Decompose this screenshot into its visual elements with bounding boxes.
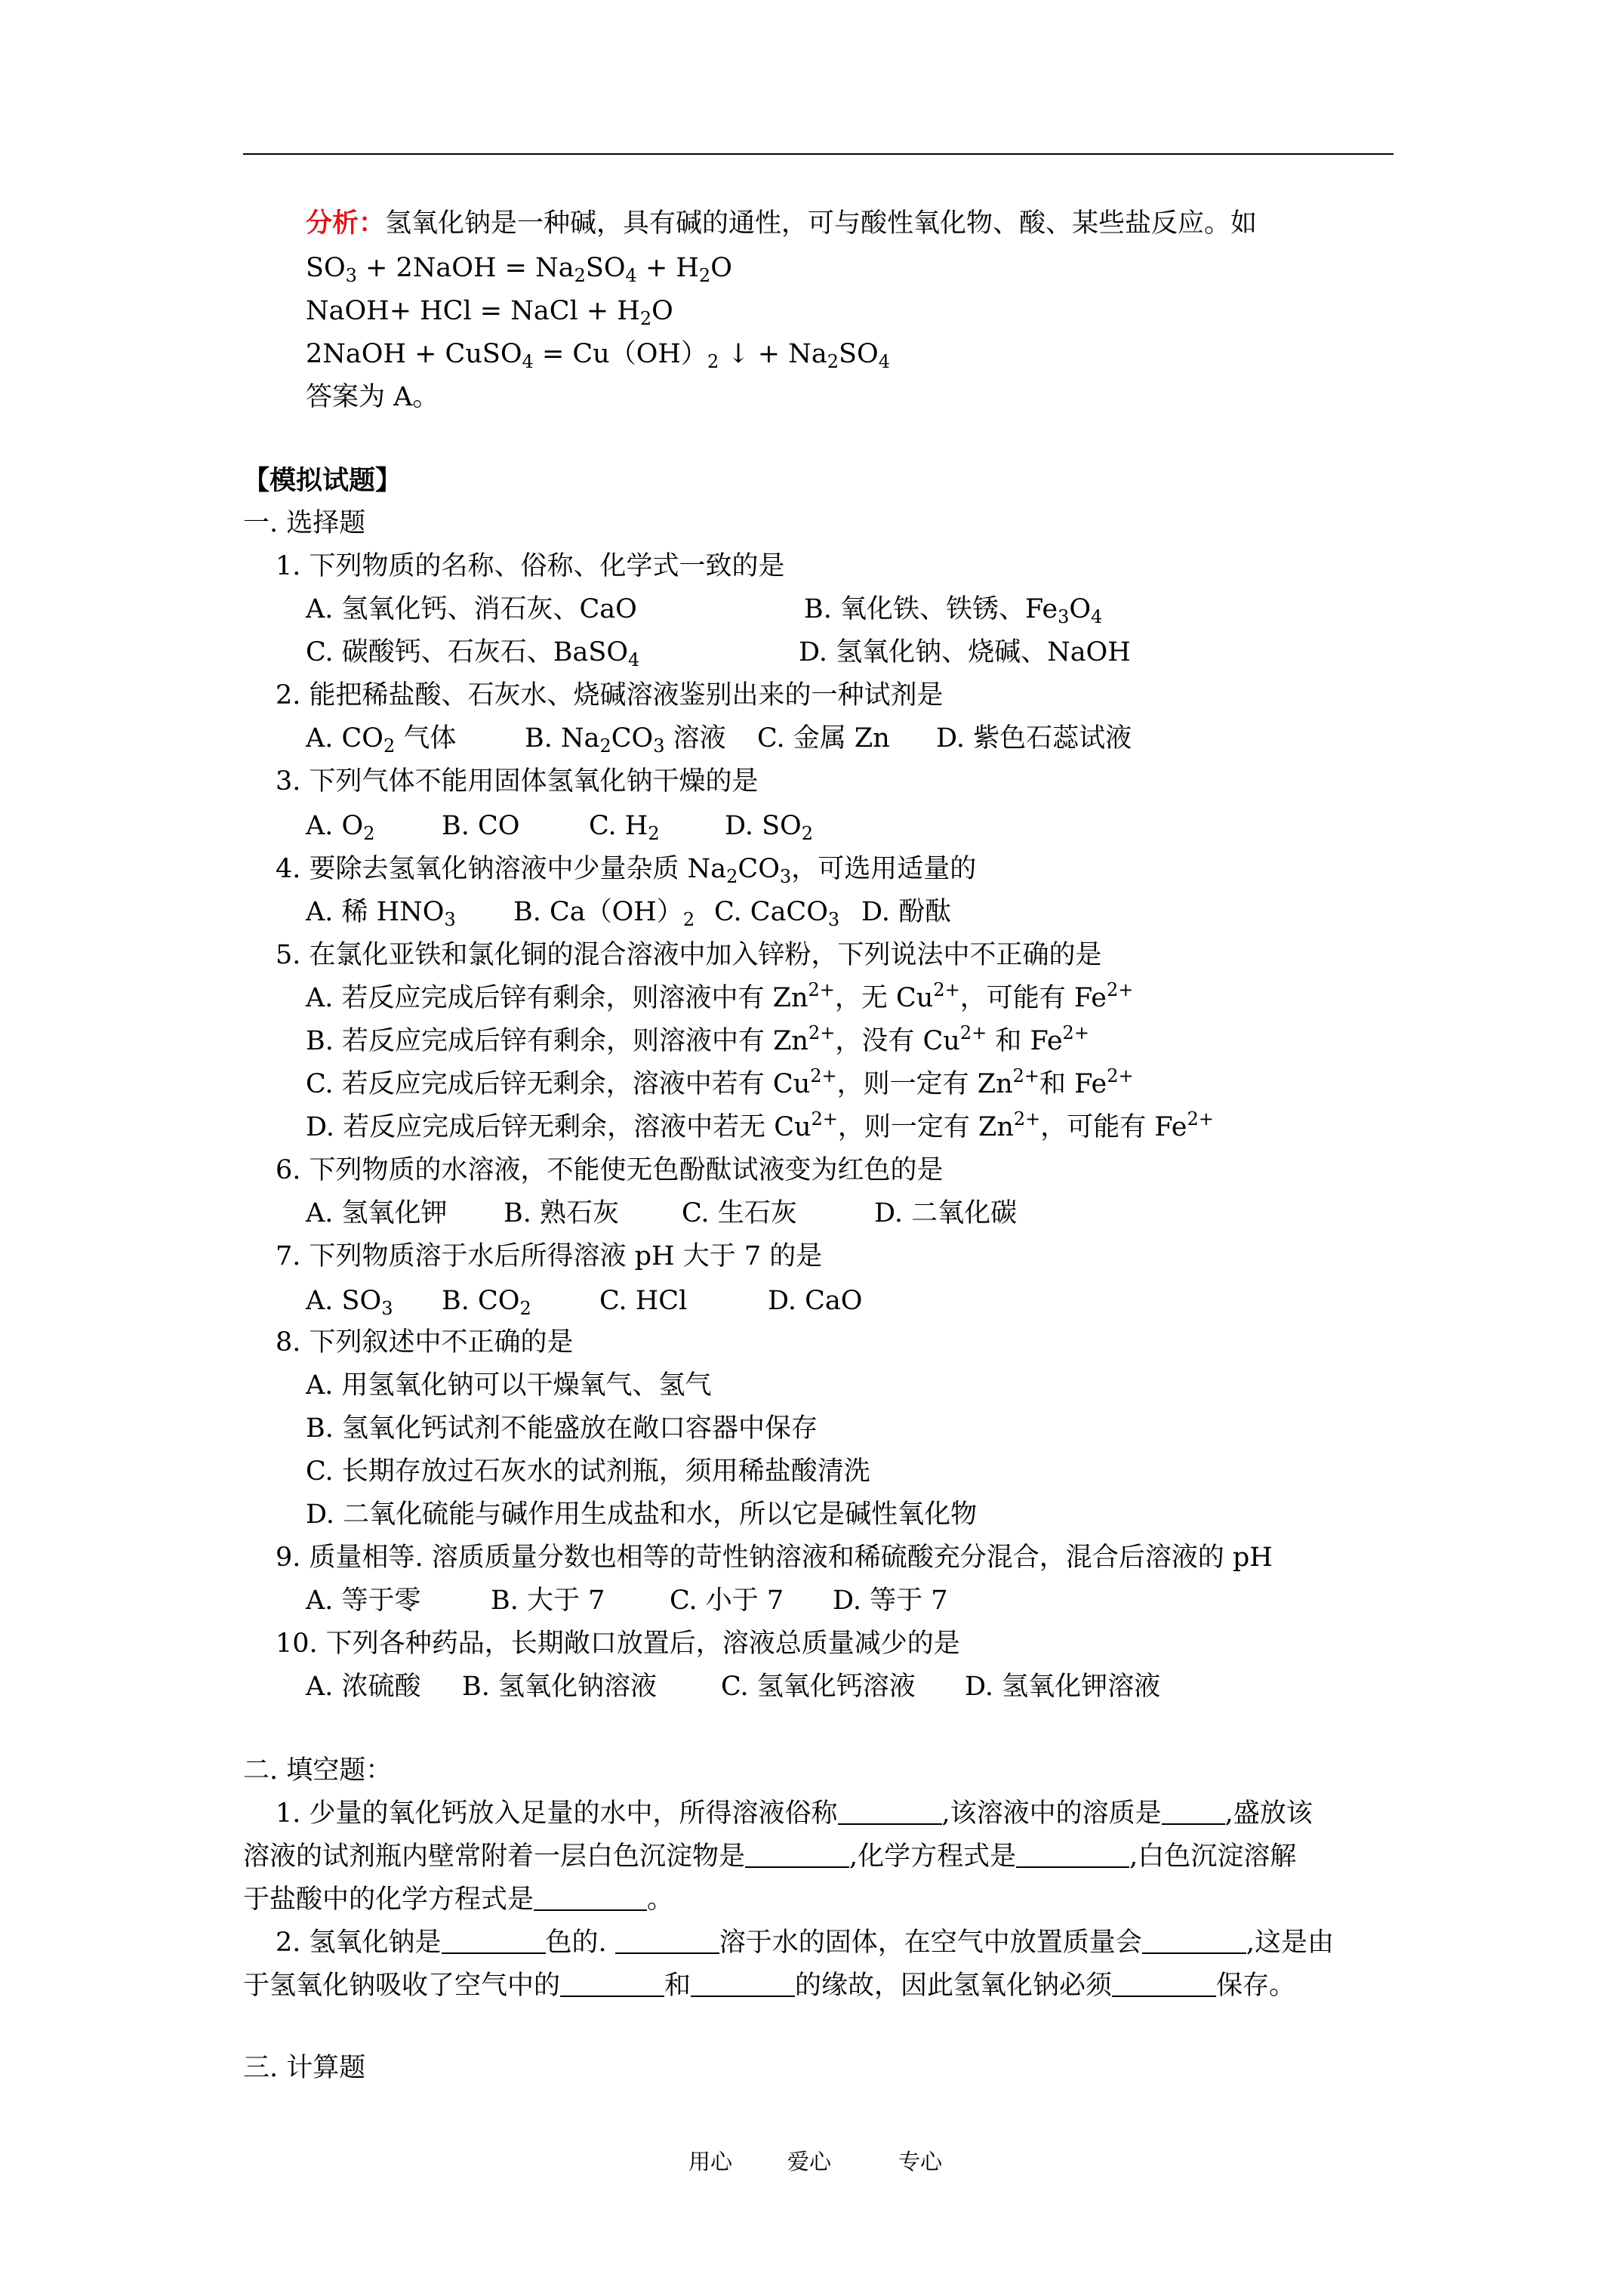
q1-option-a: A. 氢氧化钙、消石灰、CaO (306, 594, 637, 624)
q2-option-d: D. 紫色石蕊试液 (936, 723, 1132, 754)
equation-3: 2NaOH + CuSO$_4$ = $Cu(OH)_2$ ↓ + $Na_2SO_4$ (306, 339, 890, 372)
answer-blank[interactable] (1016, 1844, 1129, 1868)
q6-option-b: B. 熟石灰 (504, 1198, 619, 1228)
analysis-text: 氢氧化钠是一种碱，具有碱的通性，可与酸性氧化物、酸、某些盐反应。如 (385, 208, 1258, 239)
analysis-answer: 答案为 A。 (306, 382, 439, 412)
q7-option-d: D. CaO (768, 1286, 863, 1316)
q4-stem: 4. 要除去氢氧化钠溶液中少量杂质 $Na_2CO_3$，可选用适量的 (276, 854, 977, 887)
answer-blank[interactable] (838, 1801, 942, 1825)
q9-option-b: B. 大于 7 (491, 1586, 605, 1616)
q8-option-b: B. 氢氧化钙试剂不能盛放在敞口容器中保存 (306, 1413, 818, 1444)
q3-option-a: A. $O_2$ (306, 811, 375, 844)
footer-text-2: 爱心 (787, 2149, 832, 2174)
q6-option-c: C. 生石灰 (682, 1198, 797, 1228)
answer-blank[interactable] (745, 1844, 849, 1868)
analysis-label: 分析： (306, 208, 386, 239)
q7-option-c: C. HCl (599, 1286, 688, 1316)
q10-option-c: C. 氢氧化钙溶液 (721, 1672, 916, 1702)
answer-blank[interactable] (1142, 1930, 1246, 1954)
q5-option-b: B. 若反应完成后锌有剩余，则溶液中有 $Zn^{2+}$，没有 $Cu^{2+}$ 和 $Fe^{2+}$ (306, 1022, 1089, 1056)
q6-option-d: D. 二氧化碳 (874, 1198, 1018, 1228)
answer-blank[interactable] (615, 1930, 719, 1954)
q10-stem: 10. 下列各种药品，长期敞口放置后，溶液总质量减少的是 (276, 1629, 960, 1659)
q5-option-d: D. 若反应完成后锌无剩余，溶液中若无 $Cu^{2+}$，则一定有 $Zn^{2+}$，可能有 $Fe^{2+}$ (306, 1108, 1214, 1142)
q8-stem: 8. 下列叙述中不正确的是 (276, 1327, 574, 1358)
equation-1: $SO_3$ + 2NaOH = $Na_2SO_4 + H_2O$ (306, 253, 732, 286)
q3-option-d: D. $SO_2$ (725, 811, 814, 844)
fill-q1-line2: 溶液的试剂瓶内壁常附着一层白色沉淀物是 ,化学方程式是 ,白色沉淀溶解 (243, 1841, 1297, 1872)
fill-q1-line3: 于盐酸中的化学方程式是 。 (243, 1885, 674, 1915)
footer-text-3: 专心 (898, 2149, 943, 2174)
q9-option-d: D. 等于 7 (833, 1586, 948, 1616)
q4-option-a: A. 稀 $HNO_3$ (306, 897, 456, 930)
part1-title: 一. 选择题 (243, 508, 366, 538)
q8-option-d: D. 二氧化硫能与碱作用生成盐和水，所以它是碱性氧化物 (306, 1499, 978, 1530)
q5-option-c: C. 若反应完成后锌无剩余，溶液中若有 $Cu^{2+}$，则一定有 $Zn^{2+}$和 $Fe^{2+}$ (306, 1065, 1134, 1099)
q3-stem: 3. 下列气体不能用固体氢氧化钠干燥的是 (276, 766, 759, 797)
section-title: 【模拟试题】 (243, 465, 402, 496)
q5-stem: 5. 在氯化亚铁和氯化铜的混合溶液中加入锌粉，下列说法中不正确的是 (276, 940, 1102, 970)
q2-option-a: A. $CO_2$ 气体 (306, 723, 457, 757)
fill-q1-line1: 1. 少量的氧化钙放入足量的水中，所得溶液俗称 ,该溶液中的溶质是 ,盛放该 (276, 1798, 1313, 1829)
q5-option-a: A. 若反应完成后锌有剩余，则溶液中有 $Zn^{2+}$，无 $Cu^{2+}$，可能有 $Fe^{2+}$ (306, 979, 1134, 1013)
q9-stem: 9. 质量相等. 溶质质量分数也相等的苛性钠溶液和稀硫酸充分混合，混合后溶液的 pH (276, 1542, 1273, 1573)
q1-stem: 1. 下列物质的名称、俗称、化学式一致的是 (276, 551, 785, 581)
q9-option-c: C. 小于 7 (670, 1586, 784, 1616)
q6-stem: 6. 下列物质的水溶液，不能使无色酚酞试液变为红色的是 (276, 1155, 944, 1185)
q9-option-a: A. 等于零 (306, 1586, 421, 1616)
footer-text-1: 用心 (688, 2149, 733, 2174)
q7-option-a: A. $SO_3$ (306, 1286, 393, 1319)
part3-title: 三. 计算题 (243, 2053, 366, 2083)
q1-option-d: D. 氢氧化钠、烧碱、NaOH (799, 637, 1131, 667)
answer-blank[interactable] (1162, 1801, 1225, 1825)
q8-option-c: C. 长期存放过石灰水的试剂瓶，须用稀盐酸清洗 (306, 1456, 870, 1487)
header-rule (243, 153, 1394, 155)
q10-option-b: B. 氢氧化钠溶液 (462, 1672, 657, 1702)
q2-option-c: C. 金属 Zn (757, 723, 890, 754)
q8-option-a: A. 用氢氧化钠可以干燥氧气、氢气 (306, 1370, 712, 1401)
fill-q2-line1: 2. 氢氧化钠是 色的. 溶于水的固体，在空气中放置质量会 ,这是由 (276, 1928, 1334, 1958)
q10-option-a: A. 浓硫酸 (306, 1672, 421, 1702)
analysis-line (306, 206, 1257, 241)
answer-blank[interactable] (442, 1930, 546, 1954)
q1-option-b: B. 氧化铁、铁锈、$Fe_3O_4$ (804, 594, 1103, 627)
equation-2: NaOH+ HCl = NaCl + $H_2O$ (306, 296, 673, 329)
fill-q2-line2: 于氢氧化钠吸收了空气中的 和 的缘故，因此氢氧化钠必须 保存。 (243, 1971, 1296, 2001)
q3-option-b: B. CO (442, 811, 520, 841)
q3-option-c: C. $H_2$ (589, 811, 660, 844)
q4-option-c: C. CaCO$_3$ (714, 897, 840, 930)
answer-blank[interactable] (1112, 1973, 1216, 1997)
answer-blank[interactable] (691, 1973, 795, 1997)
q2-stem: 2. 能把稀盐酸、石灰水、烧碱溶液鉴别出来的一种试剂是 (276, 680, 944, 710)
answer-blank[interactable] (534, 1887, 647, 1911)
q7-stem: 7. 下列物质溶于水后所得溶液 pH 大于 7 的是 (276, 1241, 823, 1271)
q7-option-b: B. $CO_2$ (442, 1286, 531, 1319)
q6-option-a: A. 氢氧化钾 (306, 1198, 448, 1228)
part2-title: 二. 填空题： (243, 1755, 393, 1786)
q10-option-d: D. 氢氧化钾溶液 (965, 1672, 1161, 1702)
q2-option-b: B. $Na_2CO_3$ 溶液 (525, 723, 726, 757)
q1-option-c: C. 碳酸钙、石灰石、BaSO$_4$ (306, 637, 640, 670)
answer-blank[interactable] (560, 1973, 664, 1997)
q4-option-b: B. $Ca(OH)_2$ (513, 897, 695, 930)
q4-option-d: D. 酚酞 (861, 897, 952, 927)
